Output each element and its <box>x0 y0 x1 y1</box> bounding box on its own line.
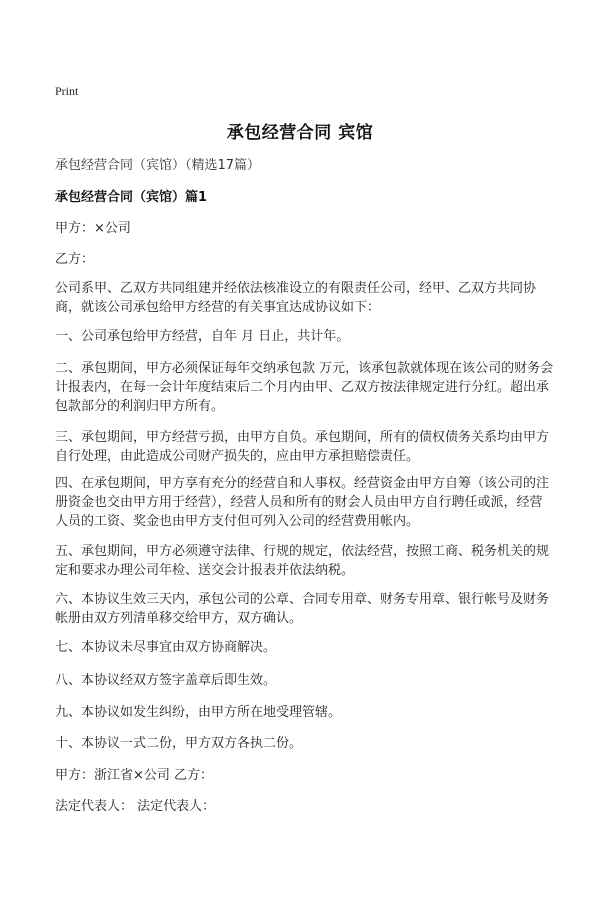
intro-paragraph: 公司系甲、乙双方共同组建并经依法核准设立的有限责任公司，经甲、乙双方共同协商，就该公司承包给甲方经营的有关事宜达成协议如下： <box>55 281 537 315</box>
clause-7: 七、本协议未尽事宜由双方协商解决。 <box>55 640 277 655</box>
clause-3: 三、承包期间，甲方经营亏损，由甲方自负。承包期间，所有的债权债务关系均由甲方自行处理，由此造成公司财产损失的，应由甲方承担赔偿责任。 <box>55 430 550 464</box>
document-subtitle: 承包经营合同（宾馆）（精选17篇） <box>55 158 261 173</box>
clause-10: 十、本协议一式二份，甲方双方各执二份。 <box>55 736 303 751</box>
clause-5: 五、承包期间，甲方必须遵守法律、行规的规定，依法经营，按照工商、税务机关的规定和要求办理公司年检、送交会计报表并依法纳税。 <box>55 544 550 578</box>
print-link[interactable]: Print <box>55 84 79 98</box>
clause-6: 六、本协议生效三天内，承包公司的公章、合同专用章、财务专用章、银行帐号及财务帐册由双方列清单移交给甲方，双方确认。 <box>55 592 550 626</box>
clause-4: 四、在承包期间，甲方享有充分的经营自和人事权。经营资金由甲方自筹（该公司的注册资金也交由甲方用于经营），经营人员和所有的财会人员由甲方自行聘任或派，经营人员的工资、奖金也由甲方支付但可列入公司的经营费用帐内。 <box>55 476 550 529</box>
clause-2: 二、承包期间，甲方必须保证每年交纳承包款 万元，该承包款就体现在该公司的财务会计报表内，在每一会计年度结束后二个月内由甲、乙双方按法律规定进行分红。超出承包款部分的利润归甲方所有。 <box>55 361 554 414</box>
party-a-line: 甲方：×公司 <box>55 221 131 236</box>
section-heading: 承包经营合同（宾馆）篇1 <box>55 190 208 205</box>
signature-parties: 甲方：浙江省×公司 乙方： <box>55 768 214 783</box>
party-b-line: 乙方： <box>55 252 95 267</box>
signature-representatives: 法定代表人： 法定代表人： <box>55 799 216 814</box>
clause-9: 九、本协议如发生纠纷，由甲方所在地受理管辖。 <box>55 705 342 720</box>
clause-8: 八、本协议经双方签字盖章后即生效。 <box>55 673 277 688</box>
clause-1: 一、公司承包给甲方经营，自年 月 日止，共计年。 <box>55 329 350 344</box>
document-title: 承包经营合同 宾馆 <box>226 123 374 143</box>
